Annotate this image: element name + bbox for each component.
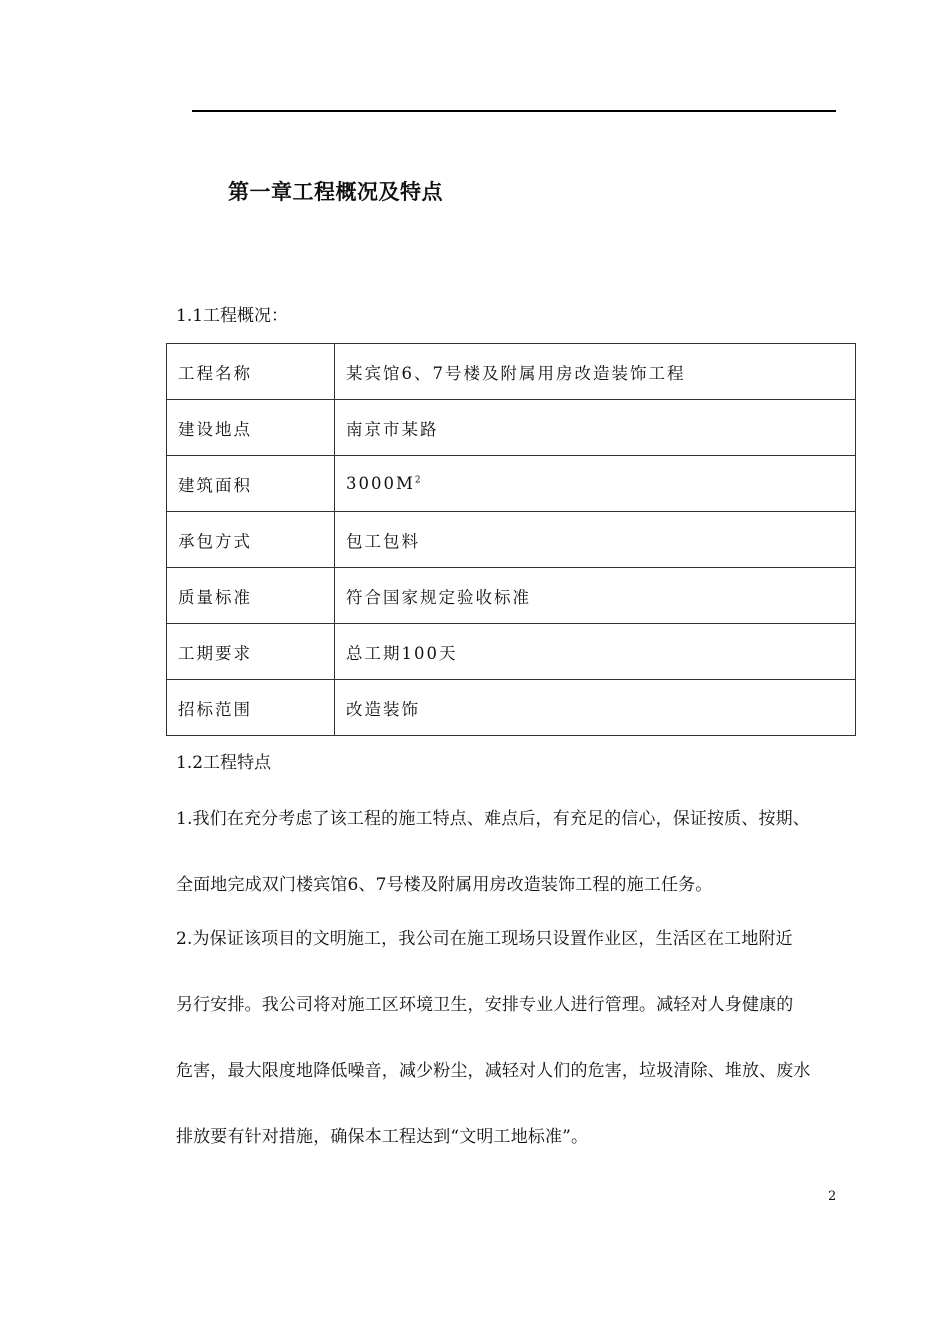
page-number: 2 [828, 1189, 837, 1204]
row-label-quality-standard: 质量标准 [167, 568, 335, 624]
paragraph-2-line-1: 2.为保证该项目的文明施工，我公司在施工现场只设置作业区，生活区在工地附近 [176, 929, 793, 949]
section-heading-features: 1.2工程特点 [176, 753, 272, 773]
paragraph-2-line-2: 另行安排。我公司将对施工区环境卫生，安排专业人进行管理。减轻对人身健康的 [176, 995, 794, 1015]
row-label-schedule: 工期要求 [167, 624, 335, 680]
table-row [167, 456, 856, 512]
header-rule [192, 110, 836, 112]
chapter-title: 第一章工程概况及特点 [228, 180, 443, 204]
row-label-bid-scope: 招标范围 [167, 680, 335, 736]
table-row [167, 680, 856, 736]
table-row [167, 568, 856, 624]
floor-area-number: 3000M [346, 474, 415, 493]
row-label-project-name: 工程名称 [167, 344, 335, 400]
paragraph-1-line-2: 全面地完成双门楼宾馆6、7号楼及附属用房改造装饰工程的施工任务。 [176, 875, 713, 895]
row-value-quality-standard: 符合国家规定验收标准 [335, 568, 856, 624]
row-label-floor-area: 建筑面积 [167, 456, 335, 512]
row-label-location: 建设地点 [167, 400, 335, 456]
table-row [167, 400, 856, 456]
row-value-project-name: 某宾馆6、7号楼及附属用房改造装饰工程 [335, 344, 856, 400]
project-overview-table [166, 343, 856, 736]
paragraph-2-line-3: 危害，最大限度地降低噪音，减少粉尘，减轻对人们的危害，垃圾清除、堆放、废水 [176, 1061, 811, 1081]
paragraph-2-line-4: 排放要有针对措施，确保本工程达到“文明工地标准”。 [176, 1127, 589, 1147]
row-value-schedule: 总工期100天 [335, 624, 856, 680]
row-value-bid-scope: 改造装饰 [335, 680, 856, 736]
row-value-floor-area [335, 456, 856, 512]
table-row [167, 624, 856, 680]
table-row [167, 344, 856, 400]
row-value-contract-type: 包工包料 [335, 512, 856, 568]
paragraph-1-line-1: 1.我们在充分考虑了该工程的施工特点、难点后，有充足的信心，保证按质、按期、 [176, 809, 810, 829]
floor-area-superscript: 2 [414, 475, 421, 486]
table-row [167, 512, 856, 568]
row-value-location: 南京市某路 [335, 400, 856, 456]
section-heading-overview: 1.1工程概况： [176, 306, 289, 326]
row-label-contract-type: 承包方式 [167, 512, 335, 568]
